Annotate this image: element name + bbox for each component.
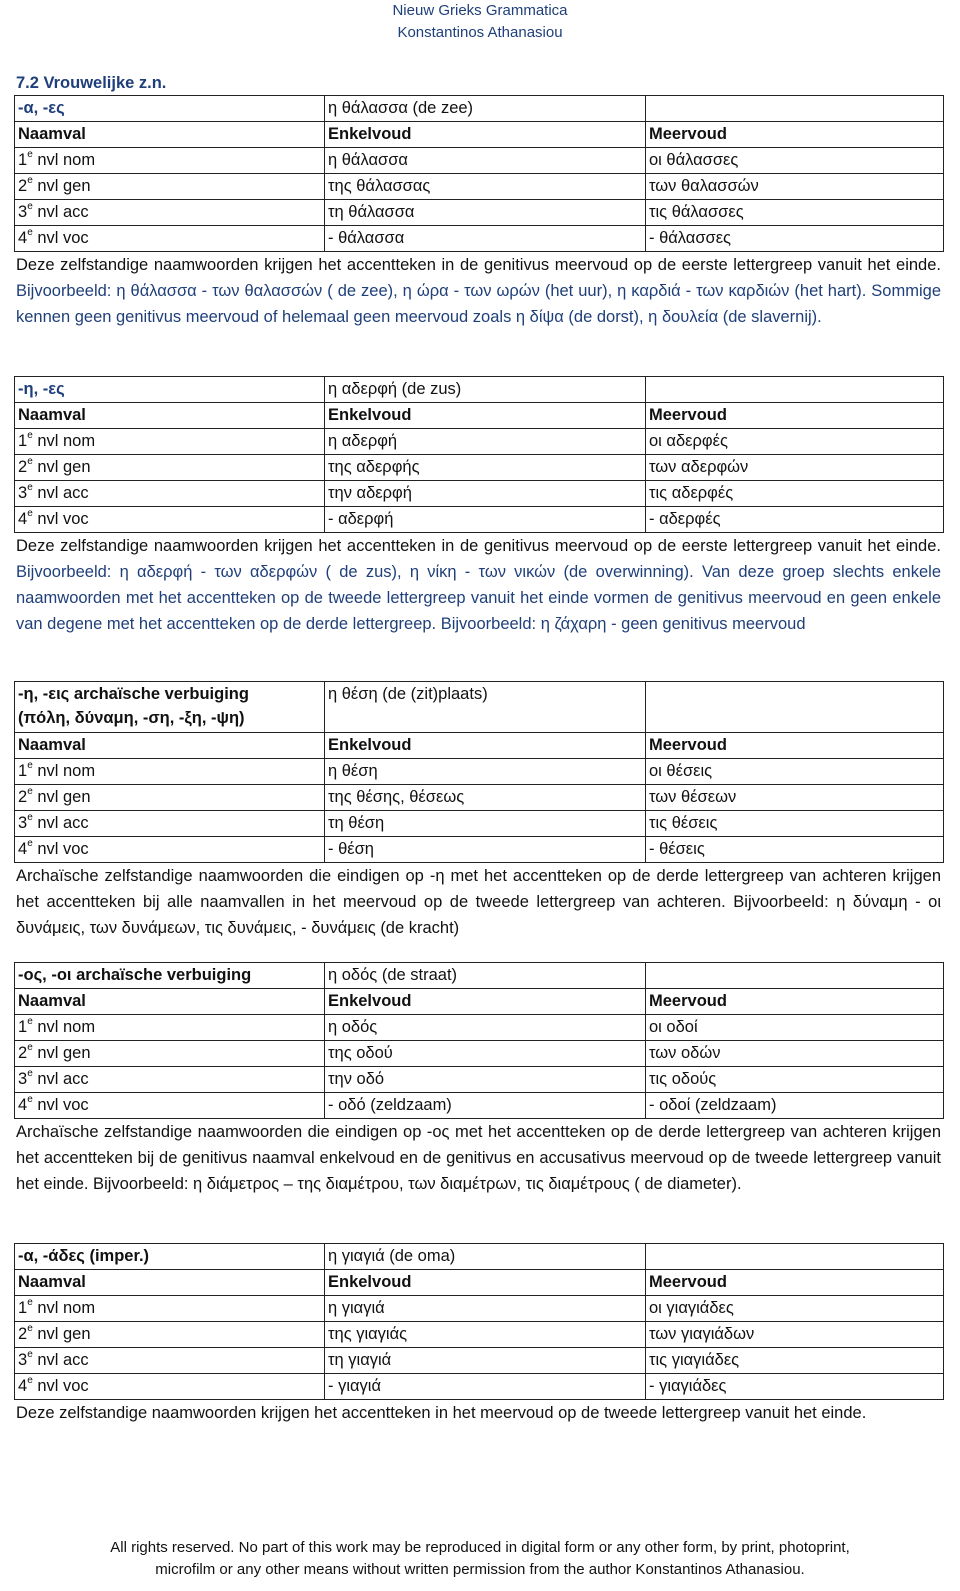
col-header-case: Naamval — [15, 989, 325, 1015]
table-row — [15, 455, 944, 481]
singular-form: η γιαγιά — [325, 1296, 646, 1322]
case-label: 3e nvl acc — [15, 481, 325, 507]
table-row — [15, 1093, 944, 1119]
singular-form: η θάλασσα — [325, 148, 646, 174]
ending-label: -ος, -οι archaïsche verbuiging — [15, 963, 325, 989]
singular-form: της θάλασσας — [325, 174, 646, 200]
ending-label: -η, -ες — [15, 377, 325, 403]
declension-table — [14, 376, 944, 533]
col-header-plural: Meervoud — [646, 989, 944, 1015]
declension-block-4 — [14, 962, 943, 1197]
note-paragraph: Deze zelfstandige naamwoorden krijgen het accentteken in het meervoud op de tweede lettergreep vanuit het einde. — [16, 1404, 867, 1422]
example-word: η γιαγιά (de oma) — [325, 1244, 646, 1270]
singular-form: την οδό — [325, 1067, 646, 1093]
case-label: 4e nvl voc — [15, 226, 325, 252]
singular-form: - θάλασσα — [325, 226, 646, 252]
example-word: η θέση (de (zit)plaats) — [325, 682, 646, 733]
case-label: 2e nvl gen — [15, 455, 325, 481]
plural-form: οι οδοί — [646, 1015, 944, 1041]
col-header-singular: Enkelvoud — [325, 989, 646, 1015]
declension-block-3 — [14, 681, 943, 941]
singular-form: τη γιαγιά — [325, 1348, 646, 1374]
example-word: η θάλασσα (de zee) — [325, 96, 646, 122]
declension-table — [14, 962, 944, 1119]
table-row — [15, 1041, 944, 1067]
singular-form: - θέση — [325, 837, 646, 863]
plural-form: οι θέσεις — [646, 759, 944, 785]
singular-form: της θέσης, θέσεως — [325, 785, 646, 811]
case-label: 2e nvl gen — [15, 785, 325, 811]
table-row — [15, 1067, 944, 1093]
header-author: Konstantinos Athanasiou — [397, 24, 563, 41]
copyright-footer — [0, 1537, 960, 1581]
case-label: 4e nvl voc — [15, 1374, 325, 1400]
singular-form: - γιαγιά — [325, 1374, 646, 1400]
note-paragraph: Deze zelfstandige naamwoorden krijgen het accentteken in de genitivus meervoud op de eerste lettergreep vanuit het einde. Bijvoorbeeld: η αδερφή - των αδερφών ( de zus), η νίκη - των νικών (de overwinning). Van deze groep slechts enkele naamwoorden met het accentteken op de tweede lettergreep vanuit het einde vormen de genitivus meervoud en geen enkele van degene met het accentteken op de derde lettergreep. Bijvoorbeeld: η ζάχαρη - geen genitivus meervoud — [16, 537, 941, 633]
case-label: 2e nvl gen — [15, 1322, 325, 1348]
singular-form: την αδερφή — [325, 481, 646, 507]
table-row — [15, 174, 944, 200]
table-row — [15, 226, 944, 252]
ending-label: -α, -ες — [15, 96, 325, 122]
table-row — [15, 481, 944, 507]
plural-form: - αδερφές — [646, 507, 944, 533]
singular-form: τη θάλασσα — [325, 200, 646, 226]
plural-form: των γιαγιάδων — [646, 1322, 944, 1348]
singular-form: - αδερφή — [325, 507, 646, 533]
footer-line-2: microfilm or any other means without written permission from the author Konstantinos Athanasiou. — [155, 1561, 805, 1578]
empty-cell — [646, 377, 944, 403]
plural-form: - γιαγιάδες — [646, 1374, 944, 1400]
case-label: 4e nvl voc — [15, 837, 325, 863]
table-row — [15, 759, 944, 785]
example-word: η οδός (de straat) — [325, 963, 646, 989]
singular-form: η οδός — [325, 1015, 646, 1041]
note-paragraph: Deze zelfstandige naamwoorden krijgen het accentteken in de genitivus meervoud op de eerste lettergreep vanuit het einde. Bijvoorbeeld: η θάλασσα - των θαλασσών ( de zee), η ώρα - των ωρών (het uur), η καρδιά - των καρδιών (het hart). Sommige kennen geen genitivus meervoud of helemaal geen meervoud zoals η δίψα (de dorst), η δουλεία (de slavernij). — [16, 256, 941, 326]
col-header-plural: Meervoud — [646, 122, 944, 148]
empty-cell — [646, 963, 944, 989]
col-header-singular: Enkelvoud — [325, 122, 646, 148]
table-row — [15, 429, 944, 455]
case-label: 3e nvl acc — [15, 200, 325, 226]
ending-label: -η, -εις archaïsche verbuiging (πόλη, δύναμη, -ση, -ξη, -ψη) — [15, 682, 325, 733]
empty-cell — [646, 96, 944, 122]
table-row — [15, 1374, 944, 1400]
declension-block-1 — [14, 95, 943, 330]
note-paragraph: Archaïsche zelfstandige naamwoorden die eindigen op -η met het accentteken op de derde lettergreep van achteren krijgen het accentteken bij alle naamvallen in het meervoud op de tweede lettergreep van achteren. Bijvoorbeeld: η δύναμη - οι δυνάμεις, των δυνάμεων, τις δυνάμεις, - δυνάμεις (de kracht) — [16, 867, 941, 937]
col-header-case: Naamval — [15, 733, 325, 759]
table-row — [15, 148, 944, 174]
plural-form: - θάλασσες — [646, 226, 944, 252]
case-label: 1e nvl nom — [15, 1296, 325, 1322]
case-label: 1e nvl nom — [15, 1015, 325, 1041]
example-word: η αδερφή (de zus) — [325, 377, 646, 403]
col-header-singular: Enkelvoud — [325, 1270, 646, 1296]
singular-form: της αδερφής — [325, 455, 646, 481]
declension-block-2 — [14, 376, 943, 637]
plural-form: οι θάλασσες — [646, 148, 944, 174]
table-row — [15, 785, 944, 811]
col-header-singular: Enkelvoud — [325, 403, 646, 429]
singular-form: - οδό (zeldzaam) — [325, 1093, 646, 1119]
plural-form: τις θέσεις — [646, 811, 944, 837]
plural-form: τις γιαγιάδες — [646, 1348, 944, 1374]
singular-form: της γιαγιάς — [325, 1322, 646, 1348]
note-paragraph: Archaïsche zelfstandige naamwoorden die eindigen op -ος met het accentteken op de derde lettergreep van achteren krijgen het accentteken bij de genitivus naamval enkelvoud en de genitivus en accusativus meervoud op de tweede lettergreep vanuit het einde. Bijvoorbeeld: η διάμετρος – της διαμέτρου, των διαμέτρων, τις διαμέτρους ( de diameter). — [16, 1123, 941, 1193]
declension-block-5 — [14, 1243, 943, 1426]
col-header-plural: Meervoud — [646, 1270, 944, 1296]
plural-form: των θέσεων — [646, 785, 944, 811]
case-label: 2e nvl gen — [15, 174, 325, 200]
table-row — [15, 1015, 944, 1041]
plural-form: των αδερφών — [646, 455, 944, 481]
col-header-case: Naamval — [15, 1270, 325, 1296]
case-label: 1e nvl nom — [15, 759, 325, 785]
case-label: 3e nvl acc — [15, 1067, 325, 1093]
footer-line-1: All rights reserved. No part of this work may be reproduced in digital form or any other form, by print, photoprint, — [110, 1539, 850, 1556]
singular-form: η θέση — [325, 759, 646, 785]
col-header-plural: Meervoud — [646, 403, 944, 429]
case-label: 3e nvl acc — [15, 811, 325, 837]
plural-form: - οδοί (zeldzaam) — [646, 1093, 944, 1119]
case-label: 3e nvl acc — [15, 1348, 325, 1374]
col-header-case: Naamval — [15, 403, 325, 429]
case-label: 4e nvl voc — [15, 1093, 325, 1119]
table-row — [15, 811, 944, 837]
col-header-singular: Enkelvoud — [325, 733, 646, 759]
table-row — [15, 1348, 944, 1374]
header-title: Nieuw Grieks Grammatica — [392, 2, 568, 19]
plural-form: - θέσεις — [646, 837, 944, 863]
page-header — [0, 0, 960, 44]
case-label: 4e nvl voc — [15, 507, 325, 533]
declension-table — [14, 1243, 944, 1400]
col-header-case: Naamval — [15, 122, 325, 148]
plural-form: οι αδερφές — [646, 429, 944, 455]
plural-form: των οδών — [646, 1041, 944, 1067]
plural-form: οι γιαγιάδες — [646, 1296, 944, 1322]
case-label: 2e nvl gen — [15, 1041, 325, 1067]
table-row — [15, 200, 944, 226]
table-row — [15, 1296, 944, 1322]
empty-cell — [646, 1244, 944, 1270]
plural-form: τις οδούς — [646, 1067, 944, 1093]
declension-table — [14, 681, 944, 863]
table-row — [15, 837, 944, 863]
table-row — [15, 507, 944, 533]
singular-form: της οδού — [325, 1041, 646, 1067]
empty-cell — [646, 682, 944, 733]
plural-form: τις θάλασσες — [646, 200, 944, 226]
case-label: 1e nvl nom — [15, 148, 325, 174]
plural-form: τις αδερφές — [646, 481, 944, 507]
declension-table — [14, 95, 944, 252]
singular-form: η αδερφή — [325, 429, 646, 455]
singular-form: τη θέση — [325, 811, 646, 837]
case-label: 1e nvl nom — [15, 429, 325, 455]
plural-form: των θαλασσών — [646, 174, 944, 200]
ending-label: -α, -άδες (imper.) — [15, 1244, 325, 1270]
section-title: 7.2 Vrouwelijke z.n. — [16, 74, 167, 92]
table-row — [15, 1322, 944, 1348]
col-header-plural: Meervoud — [646, 733, 944, 759]
